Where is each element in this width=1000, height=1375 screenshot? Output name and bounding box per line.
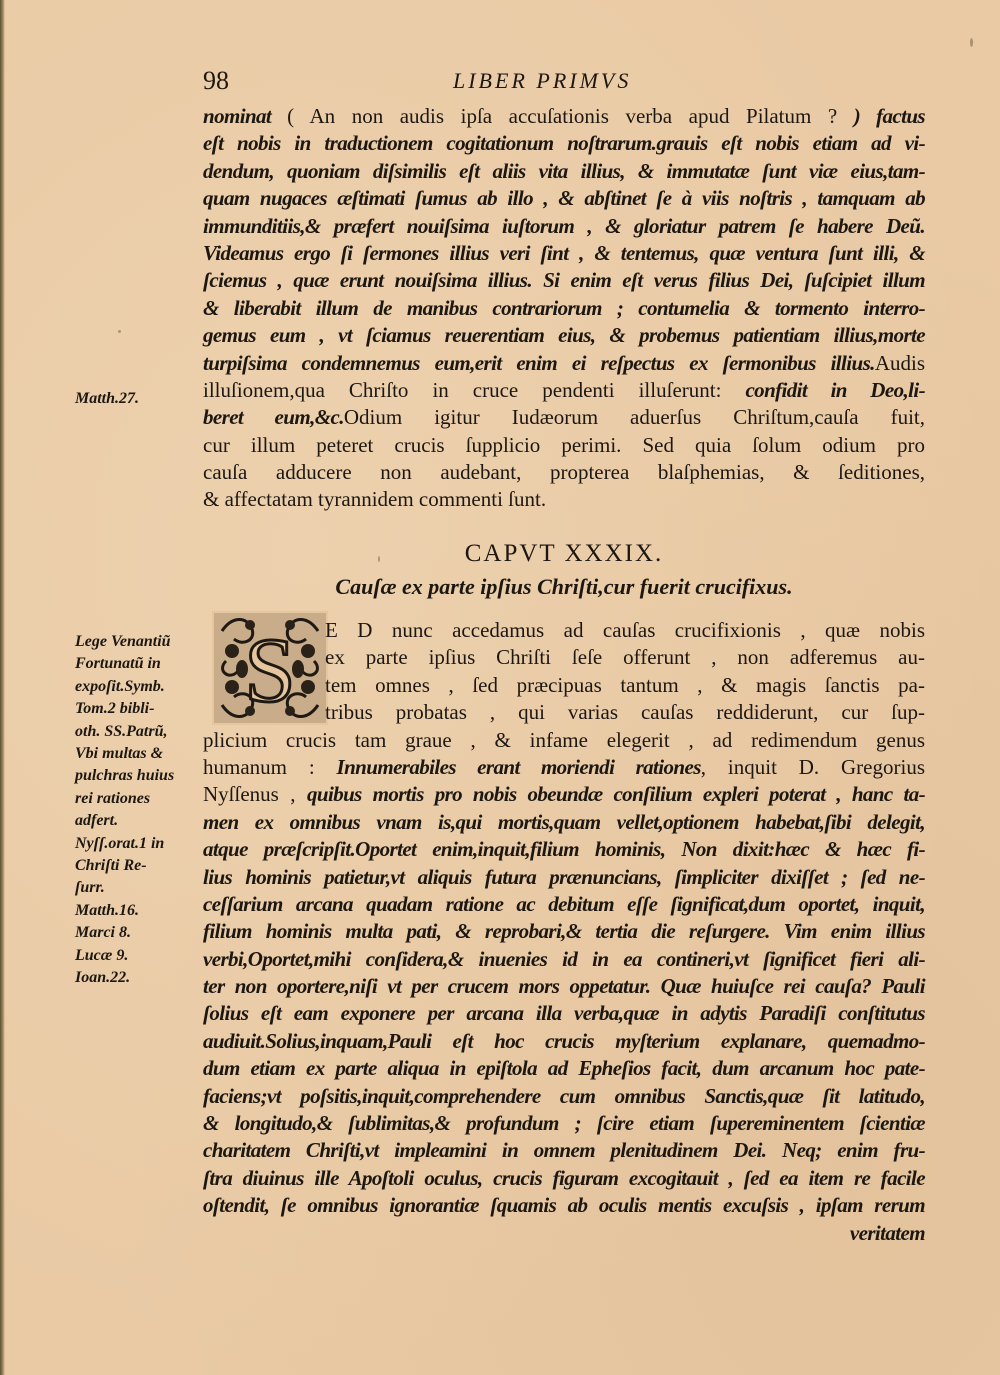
italic-text: lius hominis patietur,vt aliquis futura prænuncians, ſimpliciter dixiſſet ; ſed ne- — [203, 864, 925, 889]
text-line — [203, 672, 925, 699]
text-line — [203, 213, 925, 240]
italic-text: ) factus — [853, 104, 926, 128]
page-header — [203, 66, 925, 96]
text-line — [203, 130, 925, 157]
italic-text: Innumerabiles erant moriendi rationes — [336, 754, 701, 779]
margin-note-references — [75, 631, 205, 990]
roman-text: ( An non audis ipſa accuſationis verba apud Pilatum ? — [287, 104, 854, 128]
roman-text: humanum : — [203, 754, 337, 779]
text-line — [203, 1192, 925, 1219]
italic-text: dendum, quoniam diſsimilis eſt aliis vita illius, & immutatæ ſunt viæ eius,tam- — [203, 158, 925, 183]
italic-text: filium hominis multa pati, & reprobari,& tertia die reſurgere. Vim enim illius — [203, 919, 925, 944]
text-line — [203, 754, 925, 781]
roman-text: tem omnes , ſed præcipuas tantum , & magis ſanctis pa- — [325, 672, 925, 697]
page-number: 98 — [203, 66, 229, 95]
text-line — [203, 1137, 925, 1164]
italic-text: & liberabit illum de manibus contrariorum ; contumelia & tormento interro- — [203, 295, 925, 320]
text-line — [203, 918, 925, 945]
italic-text: charitatem Chriſti,vt impleamini in omnem plenitudinem Dei. Neq; enim fru- — [203, 1138, 925, 1163]
margin-note-line: rei rationes — [75, 789, 151, 807]
margin-note-line: pulchras huius — [75, 767, 175, 785]
italic-text: faciens;vt poſsitis,inquit,comprehendere cum omnibus Sanctis,quæ ſit latitudo, — [203, 1083, 925, 1108]
text-line — [203, 158, 925, 185]
italic-text: eſt nobis in traductionem cogitationum noſtrarum.grauis eſt nobis etiam ad vi- — [203, 131, 925, 156]
roman-text: Odium igitur Iudæorum aduerſus Chriſtum,cauſa fuit, — [343, 405, 925, 430]
running-head: LIBER PRIMVS — [453, 68, 632, 93]
roman-text: & affectatam tyrannidem commenti ſunt. — [203, 487, 547, 512]
italic-text: dum etiam ex parte aliqua in epiſtola ad Epheſios facit, dum arcanum hoc pate- — [203, 1056, 925, 1081]
text-line — [203, 1110, 925, 1137]
roman-text: Nyſſenus , — [203, 782, 307, 807]
svg-text:S: S — [244, 619, 296, 721]
margin-note-line: Ioan.22. — [75, 969, 131, 987]
text-line — [203, 185, 925, 212]
roman-text: E D nunc accedamus ad cauſas crucifixionis , quæ nobis — [325, 618, 925, 642]
text-line — [203, 864, 925, 891]
italic-text: beret eum,&c. — [203, 405, 344, 430]
italic-text: quam nugaces æſtimati ſumus ab illo , & abſtinet ſe à viis noſtris , tamquam ab — [203, 186, 925, 211]
text-line — [203, 699, 925, 726]
text-line — [203, 617, 925, 644]
text-line — [203, 946, 925, 973]
text-line — [203, 891, 925, 918]
text-block-chapter-39 — [203, 617, 925, 1247]
margin-note-line: Fortunatũ in — [75, 655, 161, 673]
paper-speck — [378, 556, 380, 562]
roman-text: Audis — [874, 350, 925, 375]
italic-text: nominat — [203, 104, 288, 128]
text-line — [203, 809, 925, 836]
text-line — [203, 267, 925, 294]
margin-note-line: expoſit.Symb. — [75, 677, 165, 695]
text-line — [203, 295, 925, 322]
page-binding-edge — [0, 0, 5, 1375]
italic-text: atque præſcripſit.Oportet enim,inquit,filium hominis, Non dixit:hæc & hæc fi- — [203, 837, 925, 862]
chapter-subtitle: Cauſæ ex parte ipſius Chriſti,cur fuerit crucifixus. — [335, 574, 793, 599]
italic-text: ter non oportere,niſi vt per crucem mors oppetatur. Quæ huiuſce rei cauſa? Pauli — [203, 974, 925, 999]
text-line — [203, 404, 925, 431]
text-line — [203, 727, 925, 754]
text-line — [203, 1028, 925, 1055]
text-line — [203, 781, 925, 808]
text-line — [203, 1165, 925, 1192]
margin-note-line: Lucæ 9. — [75, 946, 129, 964]
italic-text: quibus mortis pro nobis obeundæ conſilium expleri poterat , hanc ta- — [306, 782, 926, 807]
margin-note-line: oth. SS.Patrũ, — [75, 722, 168, 740]
margin-note-matth27 — [75, 388, 205, 410]
margin-note-line: Lege Venantiũ — [75, 633, 171, 650]
text-line — [203, 1055, 925, 1082]
margin-note-line: ſurr. — [75, 879, 105, 897]
italic-text: ſtra diuinus ille Apoſtoli oculus, crucis figuram excogitauit , ſed ea item re facile — [203, 1165, 925, 1190]
roman-text: cur illum peteret crucis ſupplicio perimi. Sed quia ſolum odium pro — [203, 432, 925, 457]
text-line — [203, 973, 925, 1000]
margin-note-line: Chriſti Re- — [75, 857, 147, 875]
text-line — [203, 486, 925, 513]
text-line — [203, 240, 925, 267]
margin-note-line: Vbi multas & — [75, 745, 164, 763]
italic-text: verbi,Oportet,mihi conſidera,& inuenies id in ea contineri,vt ſignificet fieri ali- — [203, 946, 925, 971]
italic-text: immunditiis,& præfert nouiſsima iuſtorum , & gloriatur patrem ſe habere Deũ. — [203, 213, 925, 238]
paper-speck — [970, 38, 973, 47]
text-line — [203, 103, 925, 130]
roman-text: tribus probatas , qui varias cauſas reddiderunt, cur ſup- — [325, 700, 925, 725]
italic-text: oſtendit, ſe omnibus ignorantiæ ſquamis ab oculis mentis excuſsis , ipſam rerum — [203, 1193, 925, 1218]
italic-text: audiuit.Solius,inquam,Pauli eſt hoc crucis myſterium explanare, quemadmo- — [203, 1028, 925, 1053]
paper-speck — [118, 330, 121, 333]
text-line — [203, 1083, 925, 1110]
roman-text: , inquit D. Gregorius — [700, 754, 925, 779]
margin-note-line: Nyſſ.orat.1 in — [75, 834, 165, 852]
roman-text: ex parte ipſius Chriſti ſeſe offerunt , non adferemus au- — [325, 645, 925, 670]
italic-text: confidit in Deo,li- — [745, 377, 926, 402]
italic-text: ſolius eſt eam exponere per arcana illa verba,quæ in adytis Paradiſi conſtitutus — [203, 1001, 925, 1026]
text-line — [203, 350, 925, 377]
text-line — [203, 377, 925, 404]
roman-text: plicium crucis tam graue , & infame elegerit , ad redimendum genus — [203, 727, 925, 752]
margin-note-line: Marci 8. — [75, 924, 131, 942]
text-line — [203, 644, 925, 671]
italic-text: men ex omnibus vnam is,qui mortis,quam vellet,optionem habebat,ſibi delegit, — [203, 809, 925, 834]
margin-note-line: adfert. — [75, 812, 119, 830]
chapter-title: CAPVT XXXIX. — [464, 540, 664, 567]
italic-text: gemus eum , vt ſciamus reuerentiam eius, & probemus patientiam illius,morte — [203, 323, 925, 348]
catchword: veritatem — [849, 1220, 925, 1245]
italic-text: & longitudo,& ſublimitas,& profundum ; ſcire etiam ſupereminentem ſcientiæ — [203, 1111, 925, 1136]
text-line — [203, 836, 925, 863]
margin-note-line: Matth.27. — [75, 390, 140, 407]
text-line — [203, 1000, 925, 1027]
text-block-before-chapter — [203, 103, 925, 514]
italic-text: ſciemus , quæ erunt nouiſsima illius. Si enim eſt verus filius Dei, ſuſcipiet illum — [203, 268, 925, 293]
text-line — [203, 432, 925, 459]
roman-text: cauſa adducere non audebant, propterea blaſphemias, & ſeditiones, — [203, 460, 925, 485]
margin-note-line: Matth.16. — [75, 901, 140, 919]
text-line — [203, 322, 925, 349]
italic-text: ceſſarium arcana quadam ratione ac debitum eſſe ſignificat,dum oportet, inquit, — [203, 891, 925, 916]
italic-text: turpiſsima condemnemus eum,erit enim ei reſpectus ex ſermonibus illius. — [203, 350, 875, 375]
italic-text: Videamus ergo ſi ſermones illius veri ſint , & tentemus, quæ ventura ſunt illi, & — [203, 240, 925, 265]
text-line — [203, 459, 925, 486]
margin-note-line: Tom.2 bibli- — [75, 700, 155, 718]
roman-text: illuſionem,qua Chriſto in cruce pendenti illuſerunt: — [203, 377, 746, 402]
